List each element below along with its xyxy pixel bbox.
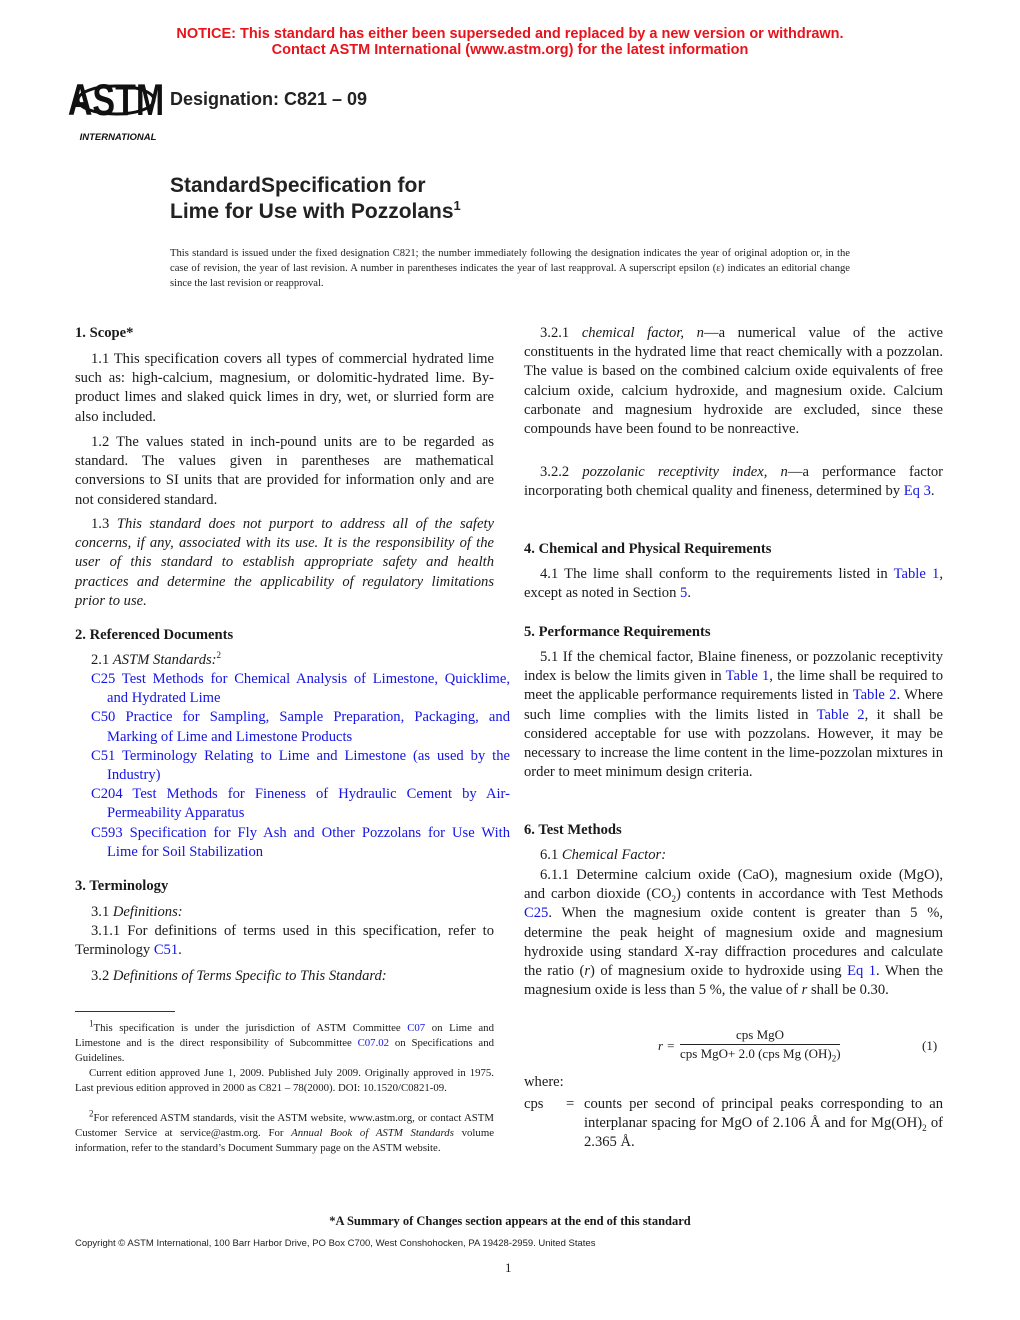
cross-reference-link[interactable]: Table 2 [816,706,865,723]
text-run: shall be 0.30. [807,982,889,999]
text-run: 4.1 The lime shall conform to the requirements listed in [540,566,894,582]
cross-reference-link[interactable]: C204 [91,786,123,803]
text-run: ) of magnesium oxide to hydroxide using [590,963,848,980]
cross-reference-link[interactable]: C07 [407,1022,426,1034]
text-run: 6.1.1 Determine calcium oxide (CaO), magnesium oxide (MgO), and carbon dioxide (CO [524,867,943,903]
heading-referenced-documents: 2. Referenced Documents [75,627,234,643]
withdrawn-notice [0,26,1020,58]
text-run: This standard does not purport to address all of the safety concerns, if any, associated with its use. It is the responsibility of the user of this standard to establish appropriate safety and health practices and determine the applicability of regulatory limitations prior to use. [75,516,494,609]
cps-definition [584,1095,943,1153]
text-run: ASTM Standards: [112,652,217,668]
text-run: —a performance factor incorporating both chemical quality and fineness, determined by [524,464,943,500]
para-3-2 [75,967,494,986]
title-line-2: Lime for Use with Pozzolans [170,200,454,223]
text-run: on Lime and Limestone and is the direct responsibility of Subcommittee [75,1022,494,1049]
para-1-1 [75,350,494,427]
text-run: . [178,942,182,959]
heading-chemical-physical-requirements: 4. Chemical and Physical Requirements [524,541,772,557]
text-run: , the lime shall be required to meet the applicable performance requirements listed in [524,668,943,704]
text-run: r [801,982,808,999]
text-run: . Where such lime complies with the limits listed in [524,687,944,723]
para-2-1 [75,651,494,670]
page-number: 1 [505,1260,512,1275]
equation-close-paren: ) [836,1046,841,1061]
cross-reference-link[interactable]: Table 1 [893,566,940,582]
cross-reference-link[interactable]: Test Methods for Chemical Analysis of Limestone, Quicklime, and Hydrated Lime [107,671,510,707]
cross-reference-link[interactable]: C51 [153,942,179,959]
text-run: . [930,483,935,500]
text-run: on Specifications and Guidelines. [75,1037,494,1064]
title-line-1: StandardSpecification for [170,174,426,197]
cross-reference-link[interactable]: C593 [91,824,123,841]
text-run: , it shall be considered acceptable for use with pozzolans. However, it may be necessary to increase the lime content in the lime-pozzolan mixtures in order to meet minimum design criteria. [524,706,944,781]
text-run: . When the magnesium oxide is less than 5 %, the value of [524,963,943,999]
subscript: 2 [922,1123,927,1134]
reference-c204[interactable] [91,785,510,823]
document-title [170,173,461,225]
cross-reference-link[interactable]: 5 [680,585,688,602]
preface-note: This standard is issued under the fixed designation C821; the number immediately following the designation indicates the year of original adoption or, in the case of revision, the year of last revision. A number in parentheses indicates the year of last reapproval. A superscript epsilon (ε) indicates an editorial change since the last revision or reapproval. [170,248,850,289]
cross-reference-link[interactable]: Terminology Relating to Lime and Limestone (as used by the Industry) [107,747,510,784]
cross-reference-link[interactable]: Table 2 [852,687,897,704]
text-run: , except as noted in Section [524,566,943,602]
astm-logo [67,68,165,143]
text-run: —a numerical value of the active constituents in the hydrated lime that react chemically with a pozzolan. The value is based on the combined calcium oxide equivalents of free calcium oxide, calcium hydroxide, and magnesium oxide. Calcium carbonate and magnesium hydroxide are excluded, since these compounds have been found to be nonreactive. [524,325,943,438]
svg-text:ASTM: ASTM [67,75,165,125]
para-3-2-2 [524,463,943,501]
footnote-1 [75,1018,494,1066]
text-run: 2.1 [91,652,113,668]
cross-reference-link[interactable]: C07.02 [357,1037,390,1049]
heading-performance-requirements: 5. Performance Requirements [524,624,711,640]
cross-reference-link[interactable]: C25 [524,905,549,922]
reference-c593[interactable] [91,824,510,862]
reference-list [75,670,510,862]
cross-reference-link[interactable]: Practice for Sampling, Sample Preparation, Packaging, and Marking of Lime and Limestone Products [107,709,510,745]
text-run: 3.1.1 For definitions of terms used in this specification, refer to Terminology [75,923,494,959]
para-1-2 [75,433,494,510]
text-run: 5.1 If the chemical factor, Blaine fineness, or pozzolanic receptivity index is below the limits given in [524,649,943,685]
cross-reference-link[interactable]: C50 [91,709,116,726]
equation-lhs: r = [658,1038,676,1053]
text-run: 1.1 This specification covers all types of commercial hydrated lime such as: high-calcium, magnesium, or dolomitic-hydrated lime. By-product limes and slaked quick limes in dry, wet, or slurried form are also included. [75,351,494,425]
heading-test-methods: 6. Test Methods [524,822,622,838]
cps-term: cps [524,1096,544,1112]
text-run: 1.2 The values stated in inch-pound units are to be regarded as standard. The values given in parentheses are mathematical conversions to SI units that are provided for information only and are not considered standard. [75,434,494,508]
text-run: of 2.365 Å. [584,1115,943,1151]
cross-reference-link[interactable]: Test Methods for Fineness of Hydraulic Cement by Air-Permeability Apparatus [107,786,510,822]
text-run: Current edition approved June 1, 2009. Published July 2009. Originally approved in 1975. Last previous edition approved in 2000 as C821 – 78(2000). DOI: 10.1520/C0821-09. [75,1067,494,1094]
cross-reference-link[interactable]: Eq 3 [903,483,931,500]
equation-denominator: cps MgO+ 2.0 (cps Mg (OH) [680,1046,832,1061]
cross-reference-link[interactable]: Eq 1 [847,963,877,980]
summary-of-changes-note: *A Summary of Changes section appears at the end of this standard [329,1214,691,1228]
where-label: where: [524,1074,564,1090]
text-run: Definitions of Terms Specific to This Standard: [112,968,387,984]
notice-line-2: Contact ASTM International (www.astm.org) for the latest information [271,42,749,58]
text-run: For referenced ASTM standards, visit the ASTM website, www.astm.org, or contact ASTM Customer Service at service@astm.org. For [75,1112,494,1139]
text-run: 3.2.2 [540,464,583,480]
equation-1 [600,1027,945,1067]
text-run: Definitions: [112,904,183,920]
heading-scope: 1. Scope* [75,325,134,341]
para-5-1 [524,648,943,782]
cross-reference-link[interactable]: C25 [91,671,116,687]
footnote-2 [75,1108,495,1156]
equation-label: (1) [922,1038,938,1053]
para-6-1 [524,846,943,865]
cross-reference-link[interactable]: Specification for Fly Ash and Other Pozzolans for Use With Lime for Soil Stabilization [107,824,510,860]
text-run: 6.1 [540,847,562,863]
para-4-1 [524,565,943,603]
equation-numerator: cps MgO [735,1027,785,1042]
text-run: This specification is under the jurisdiction of ASTM Committee [93,1022,408,1034]
text-run: ) contents in accordance with Test Methods [676,886,943,903]
designation: Designation: C821 – 09 [170,89,368,109]
equation-subscript: 2 [831,1053,837,1064]
text-run: r [584,963,591,980]
copyright: Copyright © ASTM International, 100 Barr Harbor Drive, PO Box C700, West Conshohocken, PA 19428-2959. United States [75,1238,596,1249]
reference-c50[interactable] [91,708,510,746]
text-run: volume information, refer to the standard’s Document Summary page on the ASTM website. [75,1127,495,1154]
para-3-1-1 [75,922,494,960]
text-run: 3.2 [91,968,113,984]
text-run: chemical factor, n [581,325,704,341]
text-run: . When the magnesium oxide content is greater than 5 %, determine the peak height of magnesium oxide and magnesium hydroxide using standard X-ray diffraction procedures and calculate the ratio ( [524,905,943,980]
para-6-1-1 [524,866,943,1000]
svg-text:INTERNATIONAL: INTERNATIONAL [79,132,157,143]
heading-terminology: 3. Terminology [75,878,169,894]
para-3-2-1 [524,324,943,439]
title-footnote-mark: 1 [453,198,461,213]
para-3-1 [75,903,494,922]
superscript: 2 [89,1108,94,1119]
text-run: 3.2.1 [540,325,582,341]
text-run: Annual Book of ASTM Standards [291,1127,454,1139]
text-run: . [687,585,691,602]
footnote-1-edition [75,1066,494,1096]
footnote-divider [75,1011,175,1012]
notice-line-1: NOTICE: This standard has either been superseded and replaced by a new version or withdrawn. [176,26,844,42]
superscript: 2 [216,650,222,661]
cps-equals: = [566,1096,575,1112]
text-run: 1.3 [91,516,117,532]
cross-reference-link[interactable]: C51 [91,747,116,764]
para-1-3 [75,515,494,611]
reference-c25[interactable] [91,670,510,708]
superscript: 1 [89,1018,94,1029]
text-run: pozzolanic receptivity index, n [582,464,788,480]
cross-reference-link[interactable]: Table 1 [725,668,770,685]
text-run: counts per second of principal peaks corresponding to an interplanar spacing for MgO of 2.106 Å and for Mg(OH) [584,1096,943,1132]
text-run: Chemical Factor: [561,847,667,863]
text-run: 3.1 [91,904,113,920]
subscript: 2 [671,894,677,905]
reference-c51[interactable] [91,747,510,785]
